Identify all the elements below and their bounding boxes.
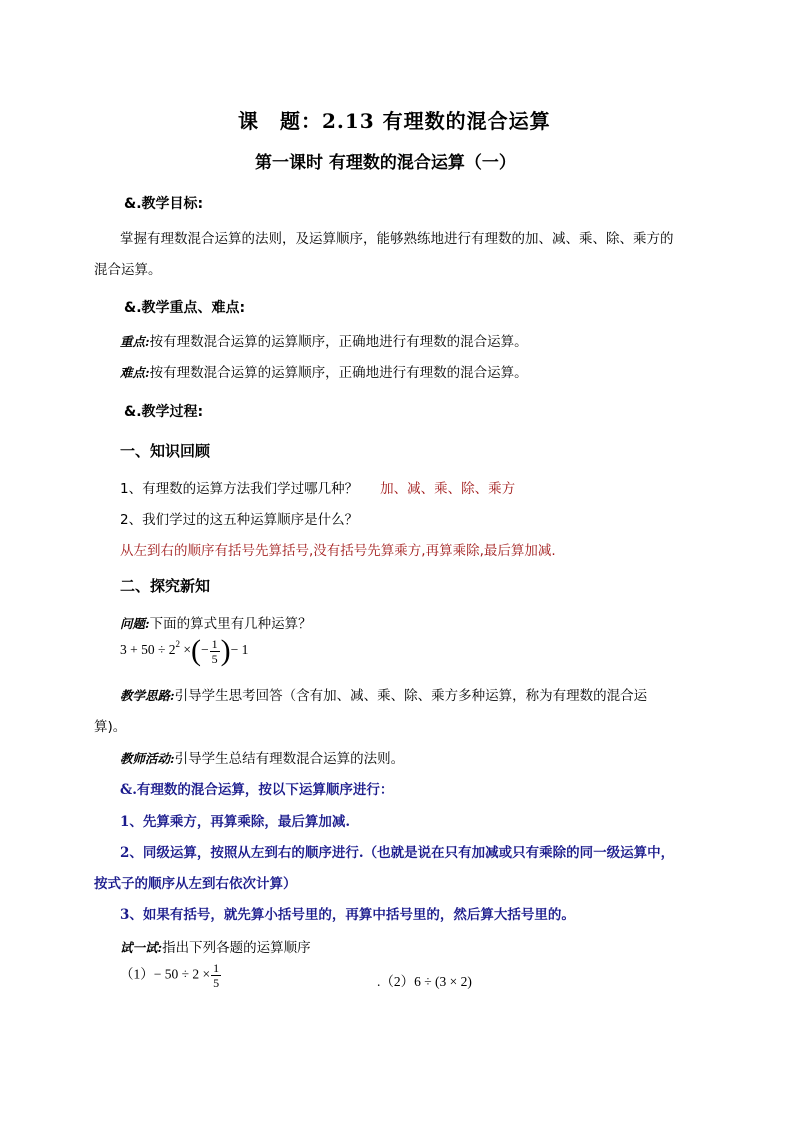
review-question-1: 1、有理数的运算方法我们学过哪几种？ [120, 481, 359, 497]
rule-2-line-1: 2、同级运算，按照从左到右的顺序进行.（也就是说在只有加减或只有乘除的同一级运算中， [120, 845, 675, 861]
problem-2 [377, 970, 472, 990]
problem-1-denominator: 5 [213, 976, 220, 990]
difficulty-label: 难点: [120, 365, 150, 380]
question-label: 问题: [120, 616, 150, 631]
tryit-row [120, 936, 311, 956]
formula [120, 636, 248, 666]
formula-right-paren: ) [220, 634, 231, 667]
review-q1-row [120, 477, 515, 497]
formula-numerator: 1 [211, 636, 218, 651]
idea-line-1: 引导学生思考回答（含有加、减、乘、除、乘方多种运算，称为有理数的混合运 [174, 688, 648, 704]
problem-1-numerator: 1 [213, 961, 220, 975]
problem-1 [120, 962, 222, 989]
idea-line-2: 算)。 [94, 719, 127, 735]
review-answer-1: 加、减、乘、除、乘方 [380, 481, 516, 497]
review-heading: 一、知识回顾 [120, 442, 211, 460]
rule-intro: &.有理数的混合运算，按以下运算顺序进行： [120, 782, 394, 798]
teacher-row [120, 747, 404, 767]
formula-post: − 1 [230, 642, 249, 658]
difficulty-row [120, 361, 528, 381]
rule-3: 3、如果有括号，就先算小括号里的，再算中括号里的，然后算大括号里的。 [120, 907, 575, 923]
question-row [120, 612, 312, 632]
objectives-line-2: 混合运算。 [94, 262, 162, 278]
formula-minus: − [201, 642, 209, 658]
keypoint-row [120, 330, 528, 350]
difficulty-text: 按有理数混合运算的运算顺序，正确地进行有理数的混合运算。 [149, 365, 528, 381]
formula-times: × [183, 642, 192, 658]
problem-separator-dot: . [377, 974, 381, 989]
page-subtitle: 第一课时 有理数的混合运算（一） [255, 153, 516, 173]
rule-1: 1、先算乘方，再算乘除，最后算加减. [120, 814, 351, 830]
objectives-line-1: 掌握有理数混合运算的法则，及运算顺序，能够熟练地进行有理数的加、减、乘、除、乘方的 [120, 231, 674, 247]
teacher-label: 教师活动: [120, 751, 175, 766]
teacher-text: 引导学生总结有理数混合运算的法则。 [174, 751, 405, 767]
formula-pre: 3 + 50 ÷ 2 [120, 642, 176, 658]
problem-1-expr: − 50 ÷ 2 × [153, 966, 211, 982]
question-text: 下面的算式里有几种运算？ [149, 616, 312, 632]
problem-1-label: （1） [120, 966, 154, 982]
rule-2-line-2: 按式子的顺序从左到右依次计算） [94, 876, 297, 892]
problem-2-label: （2） [380, 974, 415, 989]
formula-left-paren: ( [191, 634, 202, 667]
objectives-heading: &.教学目标: [124, 196, 204, 212]
process-heading: &.教学过程: [124, 404, 204, 420]
keypoint-text: 按有理数混合运算的运算顺序，正确地进行有理数的混合运算。 [149, 334, 528, 350]
problem-2-expr: 6 ÷ (3 × 2) [414, 974, 472, 989]
idea-label: 教学思路: [120, 688, 175, 703]
problem-1-fraction [211, 962, 221, 989]
formula-exponent: 2 [175, 639, 181, 650]
keypoint-label: 重点: [120, 334, 150, 349]
explore-heading: 二、探究新知 [120, 577, 211, 595]
keypoints-heading: &.教学重点、难点: [124, 300, 246, 316]
page-title: 课 题：2.13 有理数的混合运算 [238, 109, 551, 133]
review-question-2: 2、我们学过的这五种运算顺序是什么？ [120, 512, 359, 528]
formula-fraction [210, 638, 220, 665]
review-answer-2: 从左到右的顺序有括号先算括号,没有括号先算乘方,再算乘除,最后算加减. [120, 543, 556, 559]
idea-row [120, 684, 647, 704]
tryit-text: 指出下列各题的运算顺序 [162, 940, 311, 956]
tryit-label: 试一试: [120, 940, 163, 955]
formula-denominator: 5 [211, 651, 218, 666]
